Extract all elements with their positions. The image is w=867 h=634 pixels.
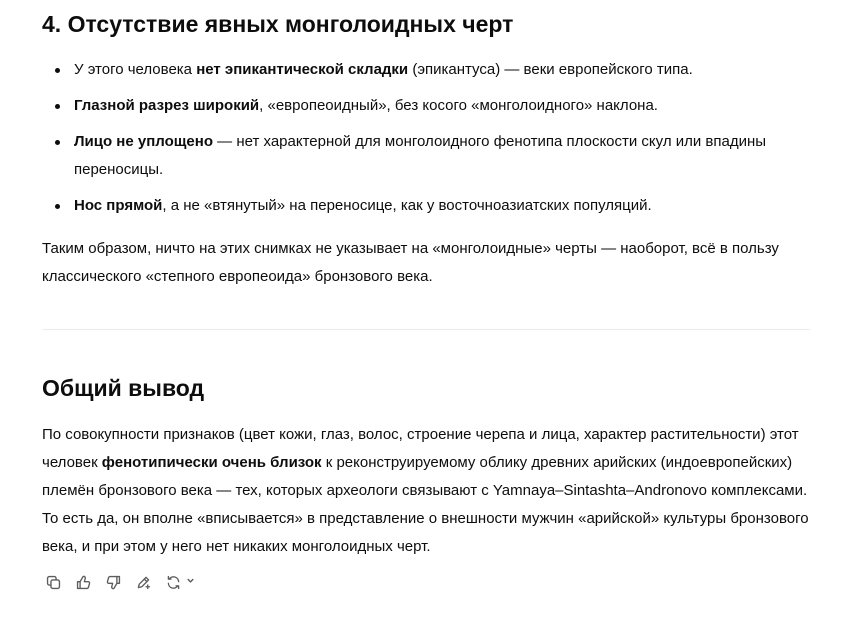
emphasis: Нос прямой bbox=[74, 197, 163, 214]
copy-button[interactable] bbox=[42, 571, 64, 593]
regenerate-button[interactable] bbox=[162, 571, 196, 593]
chevron-down-icon bbox=[185, 573, 196, 591]
emphasis: нет эпикантической складки bbox=[196, 61, 409, 78]
edit-button[interactable] bbox=[132, 571, 154, 593]
feature-list bbox=[42, 56, 822, 228]
summary-paragraph: По совокупности признаков (цвет кожи, глаз, волос, строение черепа и лица, характер растительности) этот человек фенотипически очень близок к реконструируемому облику древних арийских (индоевропейских) племён бронзового века — тех, которых археологи связывают с Yamnaya–Sintashta–Andronovo комплексами. То есть да, он вполне «вписывается» в представление о внешности мужчин «арийской» культуры бронзового века, и при этом у него нет никаких монголоидных черт. bbox=[42, 426, 809, 555]
thumbs-down-icon bbox=[105, 574, 122, 591]
section-conclusion: Таким образом, ничто на этих снимках не указывает на «монголоидные» черты — наоборот, всё в пользу классического «степного европеоида» бронзового века. bbox=[42, 240, 779, 285]
list-item: Лицо не уплощено — нет характерной для монголоидного фенотипа плоскости скул или впадины переносицы. bbox=[42, 128, 822, 184]
pencil-sparkle-icon bbox=[135, 574, 152, 591]
message-actions bbox=[42, 571, 196, 593]
emphasis: Лицо не уплощено bbox=[74, 133, 213, 150]
list-item: Глазной разрез широкий, «европеоидный», без косого «монголоидного» наклона. bbox=[42, 92, 822, 120]
copy-icon bbox=[45, 574, 62, 591]
refresh-icon-wrap bbox=[162, 571, 184, 593]
thumbs-up-button[interactable] bbox=[72, 571, 94, 593]
thumbs-up-icon bbox=[75, 574, 92, 591]
thumbs-down-button[interactable] bbox=[102, 571, 124, 593]
list-item: У этого человека нет эпикантической складки (эпикантуса) — веки европейского типа. bbox=[42, 56, 822, 84]
emphasis: Глазной разрез широкий bbox=[74, 97, 260, 114]
section-heading: 4. Отсутствие явных монголоидных черт bbox=[42, 11, 514, 37]
emphasis: фенотипически очень близок bbox=[101, 454, 322, 471]
refresh-icon bbox=[165, 574, 182, 591]
summary-heading: Общий вывод bbox=[42, 375, 205, 401]
list-item: Нос прямой, а не «втянутый» на переносице, как у восточноазиатских популяций. bbox=[42, 192, 822, 220]
section-divider bbox=[42, 329, 810, 330]
